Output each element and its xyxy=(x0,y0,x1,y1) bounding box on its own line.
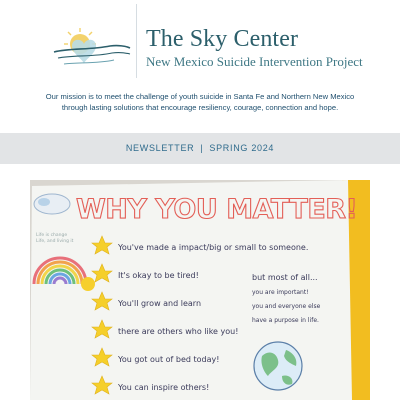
side-note: you and everyone else xyxy=(252,303,321,310)
header-divider xyxy=(136,4,137,78)
mission-line: Our mission is to meet the challenge of youth suicide in Santa Fe and Northern New Mexico xyxy=(45,92,355,101)
side-note: you are important! xyxy=(252,289,309,296)
sun-heart-logo-icon xyxy=(50,24,132,74)
poster-item: You'll grow and learn xyxy=(118,299,202,308)
newsletter-label: NEWSLETTER xyxy=(125,143,195,153)
poster-illustration xyxy=(30,180,370,400)
poster-item: there are others who like you! xyxy=(118,327,239,336)
page-title: The Sky Center xyxy=(146,26,299,52)
poster-item: It's okay to be tired! xyxy=(118,271,199,280)
page-subtitle: New Mexico Suicide Intervention Project xyxy=(146,54,363,69)
banner-separator: | xyxy=(200,143,204,153)
why-you-matter-poster-photo[interactable] xyxy=(30,180,370,400)
side-note: have a purpose in life. xyxy=(252,317,319,324)
sun-icon xyxy=(81,277,95,291)
newsletter-header xyxy=(0,0,400,88)
mission-statement xyxy=(0,92,400,113)
corner-note: Life is change xyxy=(36,233,68,238)
newsletter-banner xyxy=(0,133,400,164)
poster-item: You've made a impact/big or small to someone. xyxy=(118,243,309,252)
poster-item: You can inspire others! xyxy=(118,383,210,392)
globe-icon xyxy=(254,342,302,390)
corner-note: Life, and living it xyxy=(36,239,74,244)
side-note: but most of all... xyxy=(252,273,318,282)
mission-line: through lasting solutions that encourage resiliency, courage, connection and hope. xyxy=(61,102,339,112)
poster-title: WHY YOU MATTER! xyxy=(76,194,358,225)
newsletter-issue: SPRING 2024 xyxy=(209,143,275,153)
poster-item: You got out of bed today! xyxy=(118,355,220,364)
